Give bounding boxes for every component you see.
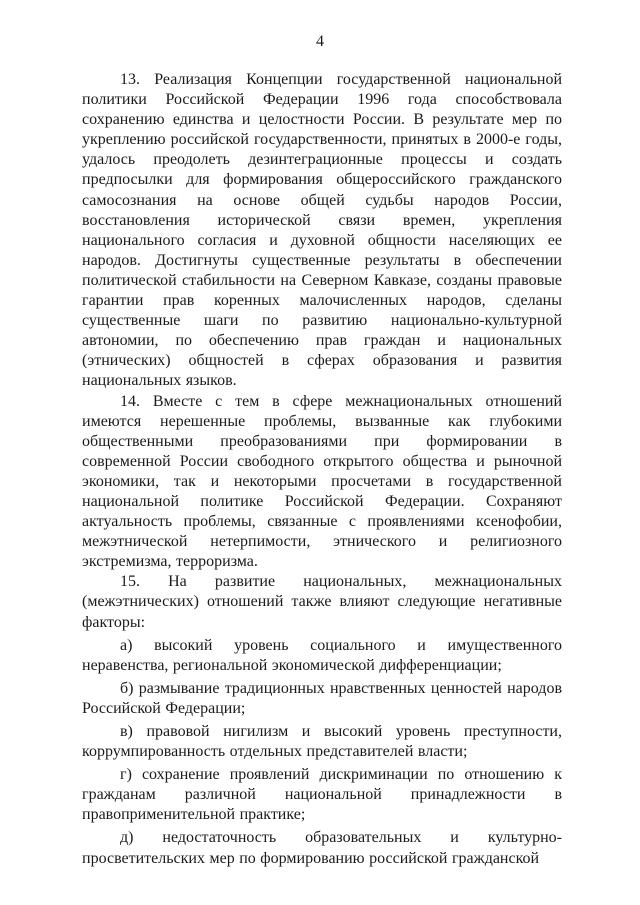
list-item-b: б) размывание традиционных нравственных ценностей народов Российской Федерации; xyxy=(82,679,562,717)
list-item-g: г) сохранение проявлений дискриминации по отношению к гражданам различной национальной принадлежности в правоприменительной практике; xyxy=(82,766,562,824)
paragraph-15: 15. На развитие национальных, межнациональных (межэтнических) отношений также влияют следующие негативные факторы: xyxy=(82,573,562,631)
document-body xyxy=(82,70,562,869)
paragraph-14: 14. Вместе с тем в сфере межнациональных отношений имеются нерешенные проблемы, вызванные как глубокими общественными преобразованиями при формировании в современной России свободного открытого общества и рыночной экономики, так и некоторыми просчетами в государственной национальной политике Российской Федерации. Сохраняют актуальность проблемы, связанные с проявлениями ксенофобии, межэтнической нетерпимости, этнического и религиозного экстремизма, терроризма. xyxy=(82,392,562,571)
page-number: 4 xyxy=(316,33,324,50)
list-item-d: д) недостаточность образовательных и культурно-просветительских мер по формированию российской гражданской xyxy=(82,829,562,867)
list-item-v: в) правовой нигилизм и высокий уровень преступности, коррумпированность отдельных представителей власти; xyxy=(82,723,562,761)
paragraph-13: 13. Реализация Концепции государственной национальной политики Российской Федерации 1996 года способствовала сохранению единства и целостности России. В результате мер по укреплению российской государственности, принятых в 2000-е годы, удалось преодолеть дезинтеграционные процессы и создать предпосылки для формирования общероссийского гражданского самосознания на основе общей судьбы народов России, восстановления исторической связи времен, укрепления национального согласия и духовной общности населяющих ее народов. Достигнуты существенные результаты в обеспечении политической стабильности на Северном Кавказе, созданы правовые гарантии прав коренных малочисленных народов, сделаны существенные шаги по развитию национально-культурной автономии, по обеспечению прав граждан и национальных (этнических) общностей в сферах образования и развития национальных языков. xyxy=(82,71,562,390)
list-item-a: а) высокий уровень социального и имущественного неравенства, региональной экономической дифференциации; xyxy=(82,636,562,674)
